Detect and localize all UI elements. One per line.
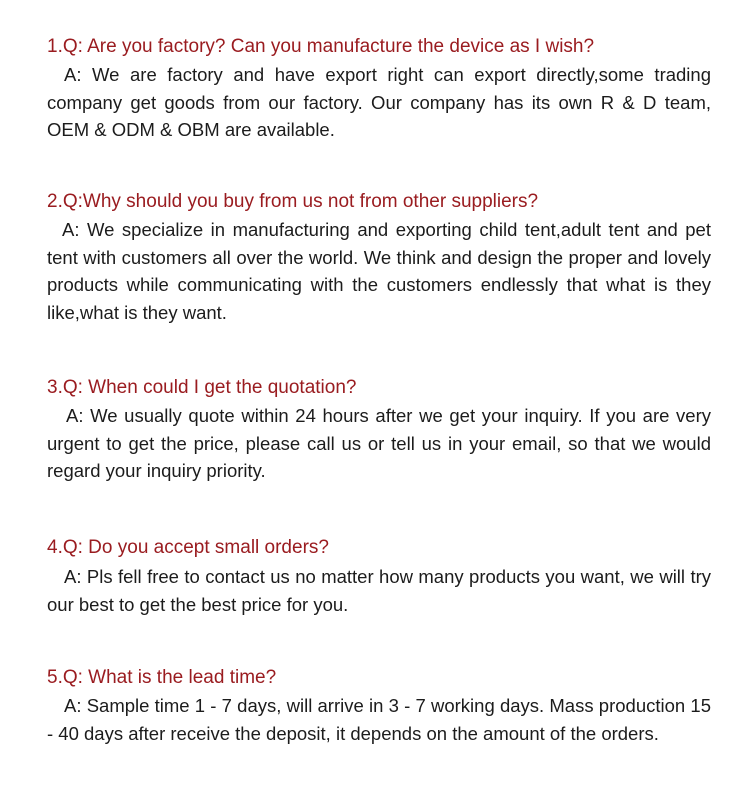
faq-question: 5.Q: What is the lead time? (47, 667, 277, 688)
faq-question: 3.Q: When could I get the quotation? (47, 377, 357, 398)
faq-answer: A: Pls fell free to contact us no matter how many products you want, we will try our best to get the best price for you. (47, 566, 711, 615)
faq-answer: A: We usually quote within 24 hours after we get your inquiry. If you are very urgent to get the price, please call us or tell us in your email, so that we would regard your inquiry priority. (47, 405, 711, 481)
faq-answer: A: We are factory and have export right can export directly,some trading company get goods from our factory. Our company has its own R & D team, OEM & ODM & OBM are available. (47, 64, 711, 140)
faq-question: 1.Q: Are you factory? Can you manufacture the device as I wish? (47, 36, 595, 57)
faq-question: 2.Q:Why should you buy from us not from other suppliers? (47, 191, 539, 212)
faq-question: 4.Q: Do you accept small orders? (47, 537, 329, 558)
faq-answer: A: Sample time 1 - 7 days, will arrive in 3 - 7 working days. Mass production 15 - 40 days after receive the deposit, it depends on the amount of the orders. (47, 695, 711, 744)
faq-answer: A: We specialize in manufacturing and exporting child tent,adult tent and pet tent with customers all over the world. We think and design the proper and lovely products while communicating with the customers endlessly that what is they like,what is they want. (47, 219, 711, 323)
